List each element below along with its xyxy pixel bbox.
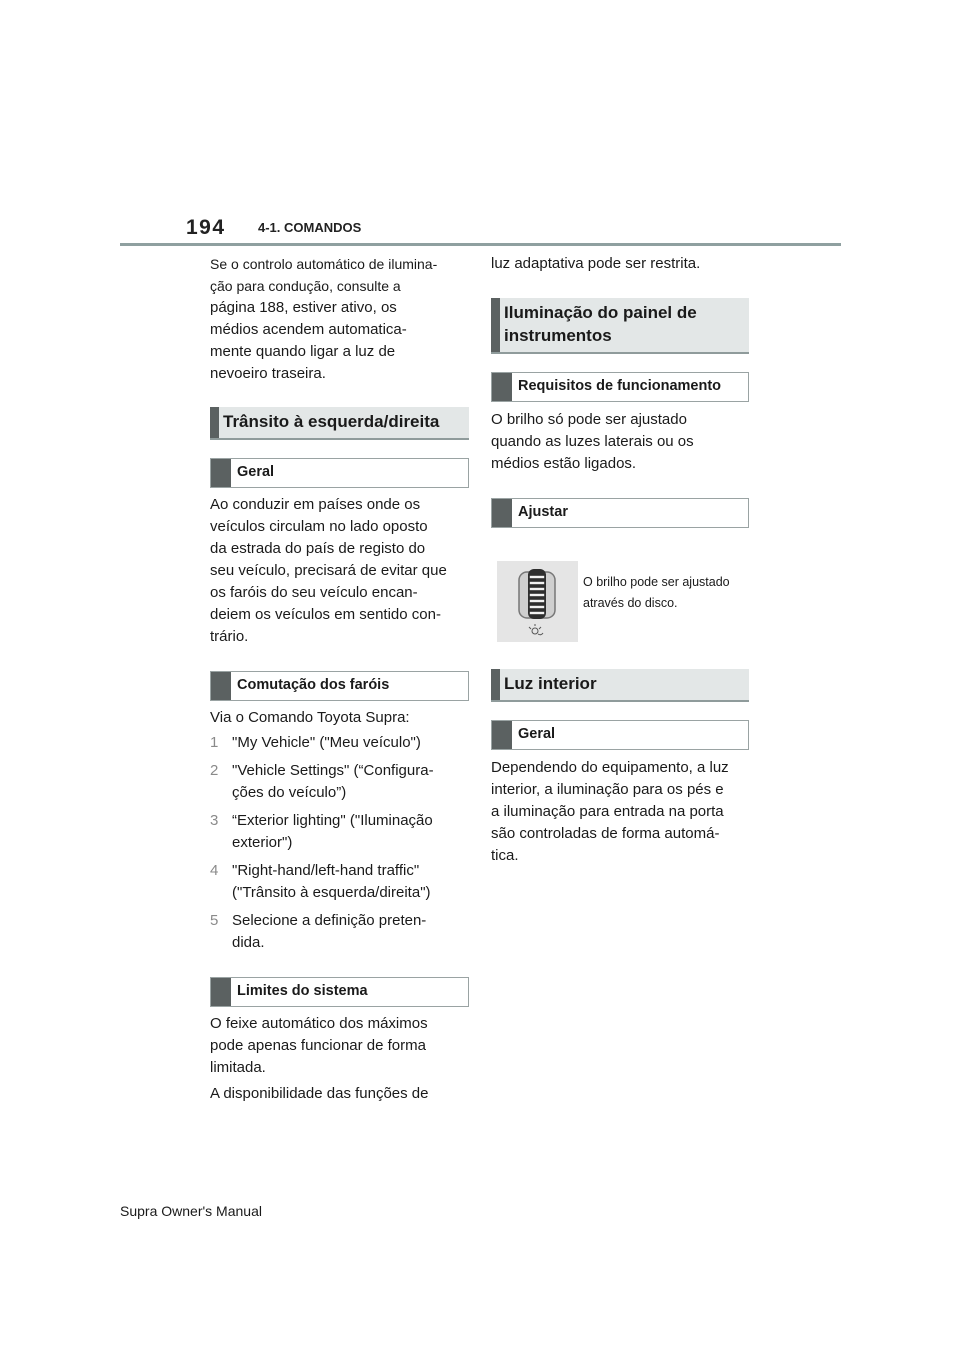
header-divider bbox=[120, 243, 841, 246]
step-item: 4 "Right-hand/left-hand traffic" ("Trânsito à esquerda/direita") bbox=[210, 862, 431, 901]
intro-paragraph: Se o controlo automático de ilumina- ção para condução, consulte a página 188, estiver ativo, os médios acendem automatica- mente quando ligar a luz de nevoeiro traseira. bbox=[210, 256, 438, 382]
page-number: 194 bbox=[186, 216, 226, 239]
general-paragraph: Ao conduzir em países onde os veículos circulam no lado oposto da estrada do país de registo do seu veículo, precisará de evitar que os faróis do seu veículo encan- deiem os veículos em sentido con- trário. bbox=[210, 496, 447, 645]
requirements-paragraph: O brilho só pode ser ajustado quando as luzes laterais ou os médios estão ligados. bbox=[491, 411, 694, 472]
section-title: 4-1. COMANDOS bbox=[258, 220, 362, 235]
step-item: 2 "Vehicle Settings" (“Configura- ções do veículo”) bbox=[210, 762, 434, 801]
subheading-requirements: Requisitos de funcionamento bbox=[491, 372, 749, 402]
subheading-headlight-switch: Comutação dos faróis bbox=[210, 671, 469, 701]
step-item: 1 "My Vehicle" ("Meu veículo") bbox=[210, 734, 421, 751]
heading-interior-light: Luz interior bbox=[491, 669, 749, 702]
dial-caption: O brilho pode ser ajustado através do disco. bbox=[583, 575, 730, 610]
dimmer-dial-icon bbox=[497, 561, 578, 642]
subheading-adjust: Ajustar bbox=[491, 498, 749, 528]
heading-instrument-lighting: Iluminação do painel de instrumentos bbox=[491, 298, 749, 354]
step-item: 5 Selecione a definição preten- dida. bbox=[210, 912, 427, 951]
continued-text: luz adaptativa pode ser restrita. bbox=[491, 255, 701, 272]
subheading-system-limits: Limites do sistema bbox=[210, 977, 469, 1007]
interior-paragraph: Dependendo do equipamento, a luz interior, a iluminação para os pés e a iluminação para entrada na porta são controladas de forma automá- tica. bbox=[491, 759, 729, 864]
step-item: 3 “Exterior lighting" ("Iluminação exterior") bbox=[210, 812, 433, 851]
subheading-general-interior: Geral bbox=[491, 720, 749, 750]
availability-text: A disponibilidade das funções de bbox=[210, 1085, 429, 1102]
via-text: Via o Comando Toyota Supra: bbox=[210, 709, 410, 726]
subheading-general: Geral bbox=[210, 458, 469, 488]
limits-paragraph: O feixe automático dos máximos pode apenas funcionar de forma limitada. bbox=[210, 1015, 428, 1076]
footer-manual-title: Supra Owner's Manual bbox=[120, 1203, 262, 1219]
heading-traffic: Trânsito à esquerda/direita bbox=[210, 407, 469, 440]
